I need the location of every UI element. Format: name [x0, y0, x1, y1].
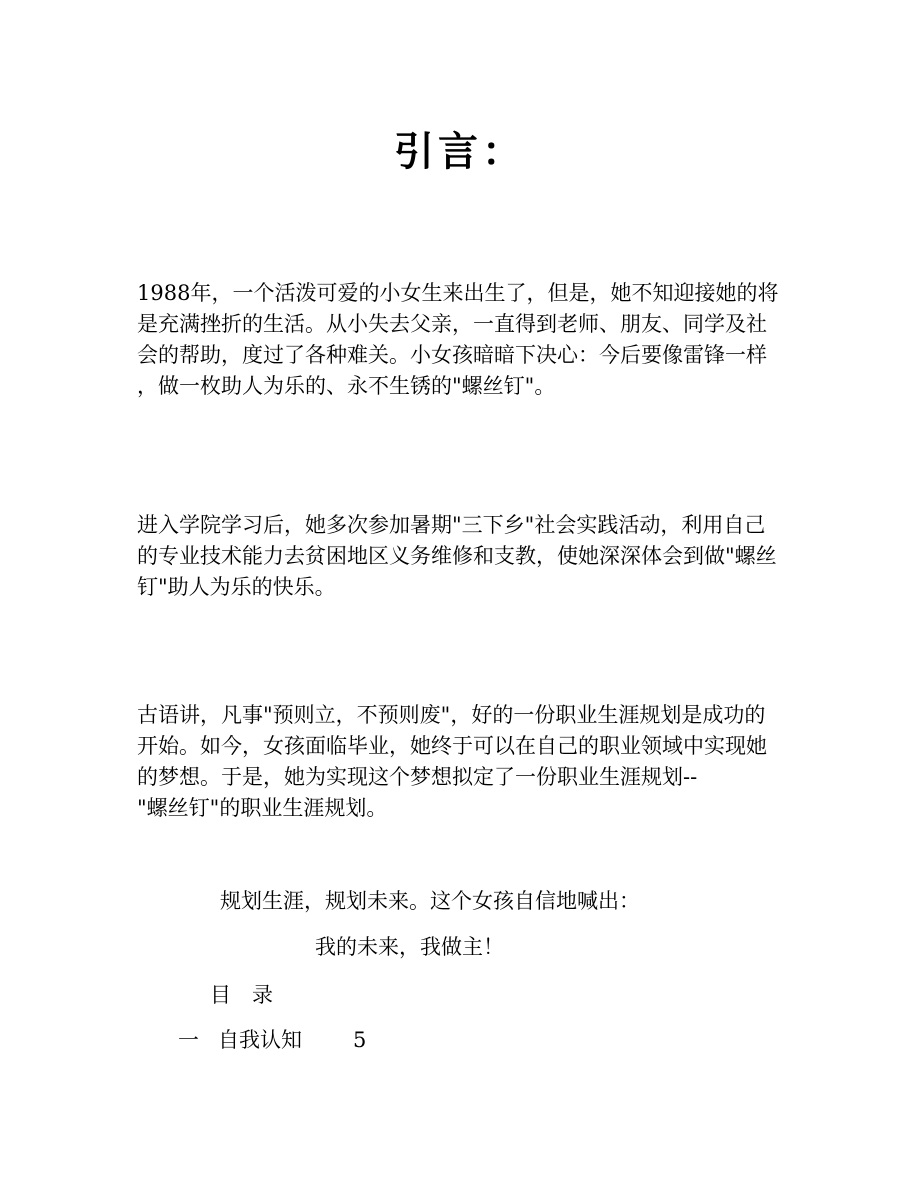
paragraph-line: 钉"助人为乐的快乐。 [137, 575, 336, 599]
toc-item-page: 5 [353, 1028, 367, 1052]
paragraph-line: 会的帮助，度过了各种难关。小女孩暗暗下决心：今后要像雷锋一样 [137, 343, 767, 367]
paragraph-line: 的专业技术能力去贫困地区义务维修和支教，使她深深体会到做"螺丝 [137, 544, 777, 568]
page-title: 引言： [394, 128, 526, 175]
paragraph-intro [137, 278, 787, 402]
toc-item[interactable] [178, 1025, 366, 1056]
slogan: 我的未来，我做主！ [315, 935, 504, 959]
toc-item-label: 自我认知 [218, 1028, 302, 1052]
paragraph-line: 的梦想。于是，她为实现这个梦想拟定了一份职业生涯规划-- [137, 765, 698, 789]
paragraph-planning [137, 700, 787, 824]
paragraph-line: "螺丝钉"的职业生涯规划。 [137, 796, 388, 820]
toc-item-number: 一 [178, 1028, 199, 1052]
paragraph-line: ，做一枚助人为乐的、永不生锈的"螺丝钉"。 [137, 374, 556, 398]
paragraph-line: 是充满挫折的生活。从小失去父亲，一直得到老师、朋友、同学及社 [137, 312, 767, 336]
toc-title: 目 录 [210, 983, 273, 1007]
paragraph-college [137, 510, 787, 603]
paragraph-line: 进入学院学习后，她多次参加暑期"三下乡"社会实践活动，利用自己 [137, 513, 766, 537]
paragraph-line: 1988年，一个活泼可爱的小女生来出生了，但是，她不知迎接她的将 [137, 281, 779, 305]
slogan-intro: 规划生涯，规划未来。这个女孩自信地喊出： [220, 889, 640, 913]
paragraph-line: 开始。如今，女孩面临毕业，她终于可以在自己的职业领域中实现她 [137, 734, 767, 758]
paragraph-line: 古语讲，凡事"预则立，不预则废"，好的一份职业生涯规划是成功的 [137, 703, 766, 727]
